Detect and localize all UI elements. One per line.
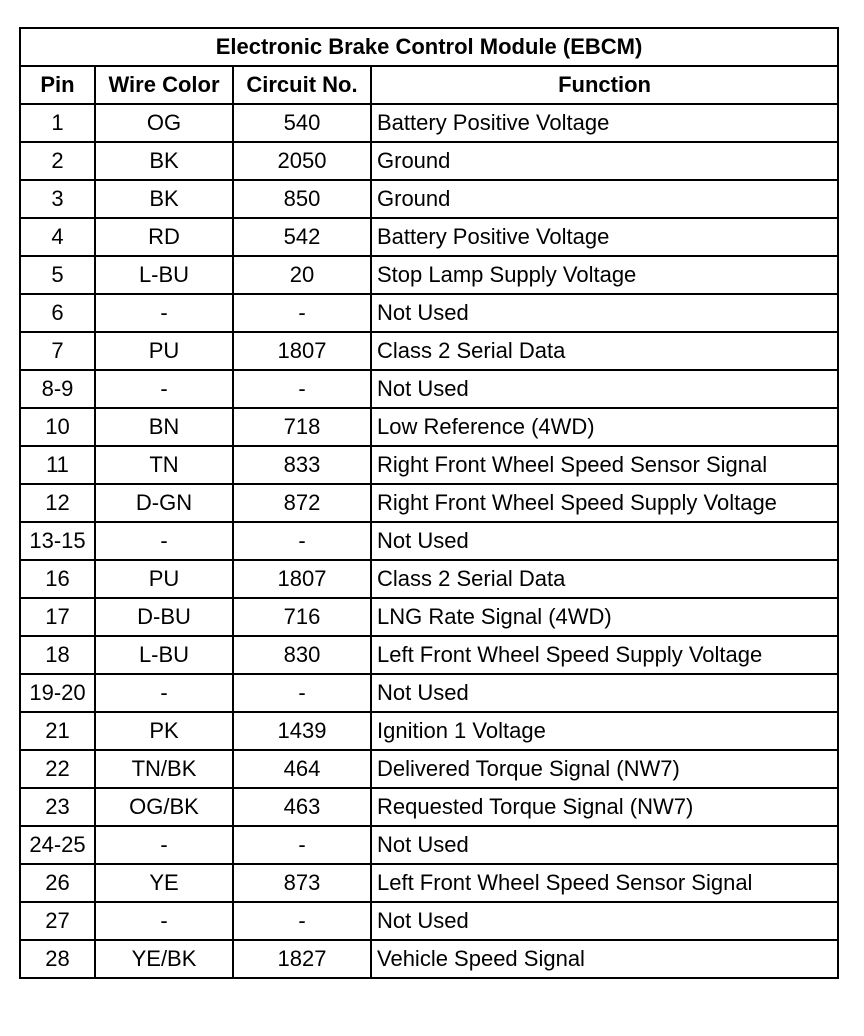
cell-pin: 1 — [20, 104, 95, 142]
cell-wire-color: PU — [95, 560, 233, 598]
cell-circuit-no: 20 — [233, 256, 371, 294]
cell-circuit-no: 542 — [233, 218, 371, 256]
cell-pin: 5 — [20, 256, 95, 294]
cell-function: Not Used — [371, 902, 838, 940]
table-row — [20, 636, 838, 674]
cell-function: Delivered Torque Signal (NW7) — [371, 750, 838, 788]
cell-circuit-no: 540 — [233, 104, 371, 142]
cell-circuit-no: 833 — [233, 446, 371, 484]
cell-pin: 6 — [20, 294, 95, 332]
cell-wire-color: TN — [95, 446, 233, 484]
cell-circuit-no: 873 — [233, 864, 371, 902]
cell-pin: 16 — [20, 560, 95, 598]
table-row — [20, 332, 838, 370]
table-row — [20, 256, 838, 294]
table-row — [20, 750, 838, 788]
cell-wire-color: - — [95, 674, 233, 712]
table-row — [20, 522, 838, 560]
cell-function: Requested Torque Signal (NW7) — [371, 788, 838, 826]
cell-function: Left Front Wheel Speed Sensor Signal — [371, 864, 838, 902]
table-body — [20, 104, 838, 978]
cell-wire-color: BK — [95, 180, 233, 218]
table-row — [20, 218, 838, 256]
header-wire-color: Wire Color — [95, 66, 233, 104]
cell-circuit-no: 718 — [233, 408, 371, 446]
cell-wire-color: D-GN — [95, 484, 233, 522]
cell-circuit-no: 1807 — [233, 332, 371, 370]
table-row — [20, 712, 838, 750]
cell-function: Right Front Wheel Speed Supply Voltage — [371, 484, 838, 522]
cell-wire-color: - — [95, 826, 233, 864]
ebcm-pinout-table — [19, 27, 839, 979]
header-pin: Pin — [20, 66, 95, 104]
cell-function: Class 2 Serial Data — [371, 332, 838, 370]
table-row — [20, 104, 838, 142]
table-row — [20, 674, 838, 712]
cell-pin: 21 — [20, 712, 95, 750]
cell-circuit-no: - — [233, 902, 371, 940]
table-row — [20, 788, 838, 826]
table-row — [20, 864, 838, 902]
table-title-row — [20, 28, 838, 66]
cell-wire-color: RD — [95, 218, 233, 256]
cell-pin: 27 — [20, 902, 95, 940]
cell-circuit-no: 872 — [233, 484, 371, 522]
table-header-row — [20, 66, 838, 104]
pinout-document — [19, 27, 837, 979]
table-row — [20, 294, 838, 332]
cell-function: Stop Lamp Supply Voltage — [371, 256, 838, 294]
table-row — [20, 180, 838, 218]
cell-function: Ground — [371, 180, 838, 218]
cell-wire-color: OG/BK — [95, 788, 233, 826]
cell-circuit-no: 1827 — [233, 940, 371, 978]
cell-circuit-no: 2050 — [233, 142, 371, 180]
cell-pin: 26 — [20, 864, 95, 902]
table-row — [20, 598, 838, 636]
table-row — [20, 484, 838, 522]
table-row — [20, 142, 838, 180]
table-row — [20, 902, 838, 940]
cell-function: Battery Positive Voltage — [371, 104, 838, 142]
cell-pin: 24-25 — [20, 826, 95, 864]
cell-function: LNG Rate Signal (4WD) — [371, 598, 838, 636]
cell-circuit-no: - — [233, 294, 371, 332]
cell-pin: 8-9 — [20, 370, 95, 408]
cell-wire-color: - — [95, 294, 233, 332]
cell-pin: 12 — [20, 484, 95, 522]
table-row — [20, 408, 838, 446]
cell-wire-color: - — [95, 902, 233, 940]
cell-pin: 18 — [20, 636, 95, 674]
cell-function: Not Used — [371, 674, 838, 712]
cell-function: Left Front Wheel Speed Supply Voltage — [371, 636, 838, 674]
cell-circuit-no: - — [233, 370, 371, 408]
cell-pin: 2 — [20, 142, 95, 180]
cell-wire-color: L-BU — [95, 636, 233, 674]
cell-function: Right Front Wheel Speed Sensor Signal — [371, 446, 838, 484]
cell-pin: 11 — [20, 446, 95, 484]
cell-pin: 7 — [20, 332, 95, 370]
cell-wire-color: - — [95, 522, 233, 560]
cell-wire-color: BN — [95, 408, 233, 446]
cell-function: Not Used — [371, 522, 838, 560]
cell-wire-color: PU — [95, 332, 233, 370]
cell-circuit-no: - — [233, 522, 371, 560]
cell-wire-color: OG — [95, 104, 233, 142]
cell-circuit-no: 1807 — [233, 560, 371, 598]
table-row — [20, 446, 838, 484]
cell-pin: 10 — [20, 408, 95, 446]
header-circuit-no: Circuit No. — [233, 66, 371, 104]
cell-wire-color: YE/BK — [95, 940, 233, 978]
cell-circuit-no: 850 — [233, 180, 371, 218]
cell-pin: 19-20 — [20, 674, 95, 712]
cell-function: Vehicle Speed Signal — [371, 940, 838, 978]
header-function: Function — [371, 66, 838, 104]
cell-wire-color: L-BU — [95, 256, 233, 294]
cell-wire-color: TN/BK — [95, 750, 233, 788]
cell-function: Not Used — [371, 370, 838, 408]
cell-pin: 3 — [20, 180, 95, 218]
table-row — [20, 560, 838, 598]
cell-wire-color: - — [95, 370, 233, 408]
cell-circuit-no: 830 — [233, 636, 371, 674]
cell-pin: 23 — [20, 788, 95, 826]
cell-function: Not Used — [371, 294, 838, 332]
cell-circuit-no: 463 — [233, 788, 371, 826]
cell-pin: 13-15 — [20, 522, 95, 560]
table-row — [20, 940, 838, 978]
table-row — [20, 826, 838, 864]
cell-function: Battery Positive Voltage — [371, 218, 838, 256]
cell-wire-color: BK — [95, 142, 233, 180]
cell-function: Class 2 Serial Data — [371, 560, 838, 598]
cell-circuit-no: 716 — [233, 598, 371, 636]
cell-function: Ground — [371, 142, 838, 180]
cell-circuit-no: - — [233, 826, 371, 864]
cell-function: Low Reference (4WD) — [371, 408, 838, 446]
cell-circuit-no: 1439 — [233, 712, 371, 750]
table-title: Electronic Brake Control Module (EBCM) — [20, 28, 838, 66]
cell-wire-color: D-BU — [95, 598, 233, 636]
cell-function: Not Used — [371, 826, 838, 864]
cell-circuit-no: 464 — [233, 750, 371, 788]
cell-pin: 17 — [20, 598, 95, 636]
cell-pin: 28 — [20, 940, 95, 978]
cell-wire-color: PK — [95, 712, 233, 750]
cell-pin: 22 — [20, 750, 95, 788]
cell-wire-color: YE — [95, 864, 233, 902]
cell-pin: 4 — [20, 218, 95, 256]
table-row — [20, 370, 838, 408]
cell-function: Ignition 1 Voltage — [371, 712, 838, 750]
cell-circuit-no: - — [233, 674, 371, 712]
